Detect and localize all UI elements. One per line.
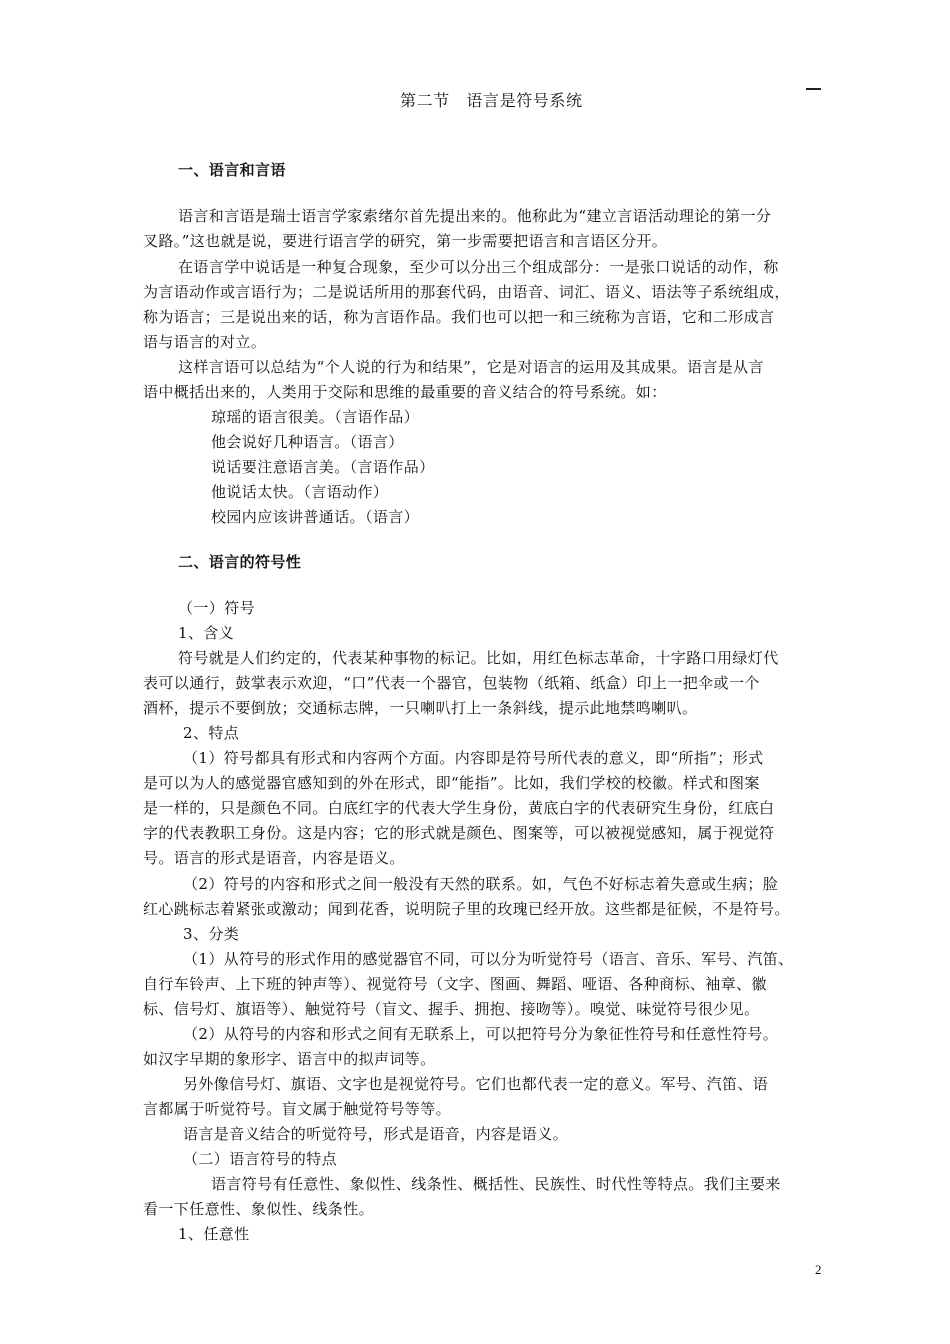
paragraph-line: 语中概括出来的，人类用于交际和思维的最重要的音义结合的符号系统。如： xyxy=(143,383,667,401)
subheading: 2、特点 xyxy=(183,724,240,742)
paragraph-line: 言都属于听觉符号。盲文属于触觉符号等等。 xyxy=(143,1100,452,1118)
subheading: 1、含义 xyxy=(178,624,235,642)
paragraph-line: （1）从符号的形式作用的感觉器官不同，可以分为听觉符号（语言、音乐、军号、汽笛、 xyxy=(183,950,794,968)
paragraph-line: 叉路。”这也就是说，要进行语言学的研究，第一步需要把语言和言语区分开。 xyxy=(143,232,668,250)
page-number: 2 xyxy=(815,1262,822,1277)
subheading: （二）语言符号的特点 xyxy=(183,1150,338,1168)
example-line: 校园内应该讲普通话。（语言） xyxy=(211,508,420,526)
paragraph-line: 为言语动作或言语行为；二是说话所用的那套代码，由语音、词汇、语义、语法等子系统组成， xyxy=(143,283,790,301)
paragraph-line: 语与语言的对立。 xyxy=(143,333,267,351)
paragraph-line: 表可以通行，鼓掌表示欢迎，“口”代表一个器官，包装物（纸箱、纸盒）印上一把伞或一个 xyxy=(143,674,760,692)
paragraph-line: 是可以为人的感觉器官感知到的外在形式，即“能指”。比如，我们学校的校徽。样式和图案 xyxy=(143,774,760,792)
paragraph-line: 自行车铃声、上下班的钟声等）、视觉符号（文字、图画、舞蹈、哑语、各种商标、袖章、徽 xyxy=(143,975,767,993)
paragraph-line: （2）符号的内容和形式之间一般没有天然的联系。如，气色不好标志着失意或生病；脸 xyxy=(183,875,779,893)
example-line: 琼瑶的语言很美。（言语作品） xyxy=(211,408,420,426)
paragraph-line: 符号就是人们约定的，代表某种事物的标记。比如，用红色标志革命，十字路口用绿灯代 xyxy=(178,649,779,667)
subheading: 3、分类 xyxy=(183,925,240,943)
paragraph-line: （2）从符号的内容和形式之间有无联系上，可以把符号分为象征性符号和任意性符号。 xyxy=(183,1025,779,1043)
example-line: 他说话太快。（言语动作） xyxy=(211,483,389,501)
paragraph-line: 这样言语可以总结为“个人说的行为和结果”，它是对语言的运用及其成果。语言是从言 xyxy=(178,358,764,376)
heading-1: 一、语言和言语 xyxy=(178,161,286,179)
example-line: 说话要注意语言美。（言语作品） xyxy=(211,458,435,476)
example-line: 他会说好几种语言。（语言） xyxy=(211,433,404,451)
paragraph-line: 标、信号灯、旗语等）、触觉符号（盲文、握手、拥抱、接吻等）。嗅觉、味觉符号很少见。 xyxy=(143,1000,760,1018)
heading-2: 二、语言的符号性 xyxy=(178,553,302,571)
paragraph-line: 如汉字早期的象形字、语言中的拟声词等。 xyxy=(143,1050,436,1068)
paragraph-line: 语言是音义结合的听觉符号，形式是语音，内容是语义。 xyxy=(183,1125,569,1143)
header-dash xyxy=(806,88,821,90)
paragraph-line: 酒杯，提示不要倒放；交通标志牌，一只喇叭打上一条斜线，提示此地禁鸣喇叭。 xyxy=(143,699,698,717)
paragraph-line: 在语言学中说话是一种复合现象，至少可以分出三个组成部分：一是张口说话的动作，称 xyxy=(178,258,779,276)
paragraph-line: 称为语言；三是说出来的话，称为言语作品。我们也可以把一和三统称为言语，它和二形成言 xyxy=(143,308,775,326)
paragraph-line: 号。语言的形式是语音，内容是语义。 xyxy=(143,849,405,867)
paragraph-line: 是一样的，只是颜色不同。白底红字的代表大学生身份，黄底白字的代表研究生身份，红底白 xyxy=(143,799,775,817)
subheading: （一）符号 xyxy=(178,599,256,617)
paragraph-line: 语言符号有任意性、象似性、线条性、概括性、民族性、时代性等特点。我们主要来 xyxy=(211,1175,781,1193)
paragraph-line: 红心跳标志着紧张或激动；闻到花香，说明院子里的玫瑰已经开放。这些都是征候，不是符号。 xyxy=(143,900,790,918)
section-title: 第二节 语言是符号系统 xyxy=(400,91,583,110)
paragraph-line: 看一下任意性、象似性、线条性。 xyxy=(143,1200,375,1218)
paragraph-line: 语言和言语是瑞士语言学家索绪尔首先提出来的。他称此为“建立言语活动理论的第一分 xyxy=(178,207,772,225)
paragraph-line: 字的代表教职工身份。这是内容；它的形式就是颜色、图案等，可以被视觉感知，属于视觉符 xyxy=(143,824,775,842)
subheading: 1、任意性 xyxy=(178,1225,250,1243)
paragraph-line: 另外像信号灯、旗语、文字也是视觉符号。它们也都代表一定的意义。军号、汽笛、语 xyxy=(183,1075,769,1093)
paragraph-line: （1）符号都具有形式和内容两个方面。内容即是符号所代表的意义，即“所指”；形式 xyxy=(183,749,764,767)
